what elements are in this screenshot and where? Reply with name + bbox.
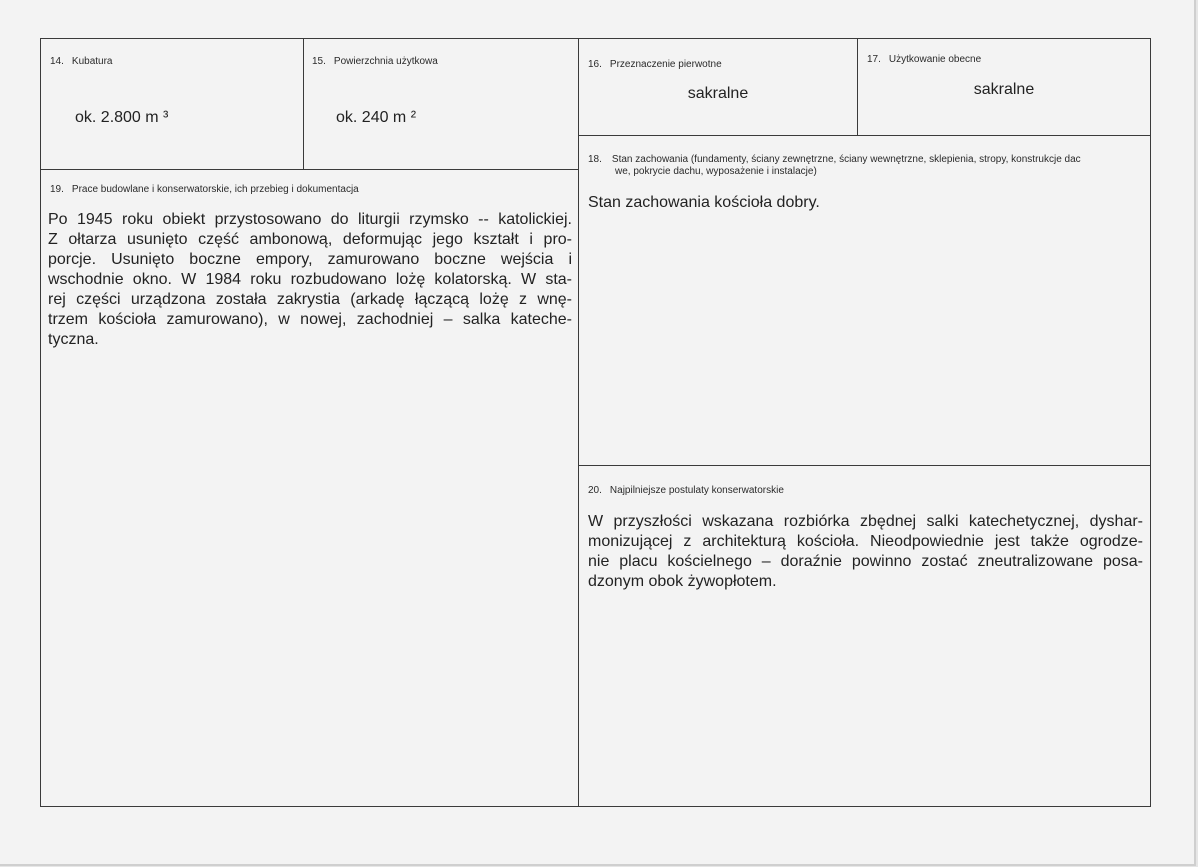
field-14-label (50, 55, 113, 68)
field-14-label-text: Kubatura (71, 56, 113, 67)
field-19-line: tyczna. (48, 331, 99, 348)
field-19-line: porcje. Usunięto boczne empory, zamurowano boczne wejścia i (48, 251, 572, 268)
field-17-label (867, 53, 981, 66)
field-18-box (578, 135, 1151, 466)
field-20-line: dzonym obok żywopłotem. (588, 573, 777, 590)
field-15-label (312, 55, 438, 68)
field-17-value: sakralne (973, 81, 1035, 98)
field-16-value: sakralne (687, 85, 749, 102)
field-18-value: Stan zachowania kościoła dobry. (588, 194, 820, 211)
field-16-number: 16. (588, 59, 602, 70)
field-19-number: 19. (50, 184, 64, 195)
field-19-line: Po 1945 roku obiekt przystosowano do liturgii rzymsko -- katolickiej. (48, 211, 572, 228)
field-14-value: ok. 2.800 m ³ (75, 109, 169, 126)
field-20-line: W przyszłości wskazana rozbiórka zbędnej salki katechetycznej, dyshar- (588, 513, 1143, 530)
field-20-label-text: Najpilniejsze postulaty konserwatorskie (609, 485, 784, 496)
field-18-label (588, 154, 1148, 166)
field-20-label (588, 484, 784, 497)
field-16-label (588, 58, 722, 71)
field-20-line: nie placu kościelnego – doraźnie powinno zostać zneutralizowane posa- (588, 553, 1143, 570)
field-19-line: trzem kościoła zamurowano), w nowej, zachodniej – salka kateche- (48, 311, 572, 328)
field-14-box (40, 38, 304, 170)
field-20-box (578, 465, 1151, 807)
field-20-number: 20. (588, 485, 602, 496)
field-19-text (48, 210, 572, 350)
field-19-line: Z ołtarza usunięto część ambonową, deformując jego kształt i pro- (48, 231, 572, 248)
field-19-line: rej części urządzona została zakrystia (arkadę łączącą lożę z wnę- (48, 291, 572, 308)
field-16-box (578, 38, 858, 136)
field-17-label-text: Użytkowanie obecne (888, 54, 982, 65)
field-19-line: wschodnie okno. W 1984 roku rozbudowano lożę kolatorską. W sta- (48, 271, 572, 288)
field-17-box (857, 38, 1151, 136)
field-16-label-text: Przeznaczenie pierwotne (609, 59, 722, 70)
field-17-number: 17. (867, 54, 881, 65)
field-15-number: 15. (312, 56, 326, 67)
field-18-number: 18. (588, 154, 602, 165)
field-19-label-text: Prace budowlane i konserwatorskie, ich przebieg i dokumentacja (71, 184, 359, 195)
field-20-text (588, 512, 1143, 592)
field-18-label-line2: we, pokrycie dachu, wyposażenie i instalacje) (615, 166, 817, 177)
field-19-box (40, 169, 579, 807)
field-15-box (303, 38, 579, 170)
field-15-value: ok. 240 m ² (336, 109, 417, 126)
field-20-line: monizującej z architekturą kościoła. Nieodpowiednie jest także ogrodze- (588, 533, 1143, 550)
field-15-label-text: Powierzchnia użytkowa (333, 56, 438, 67)
field-19-label (50, 183, 359, 196)
field-18-label-line1: Stan zachowania (fundamenty, ściany zewnętrzne, ściany wewnętrzne, sklepienia, stropy, konstrukcje dac (611, 154, 1081, 165)
field-14-number: 14. (50, 56, 64, 67)
